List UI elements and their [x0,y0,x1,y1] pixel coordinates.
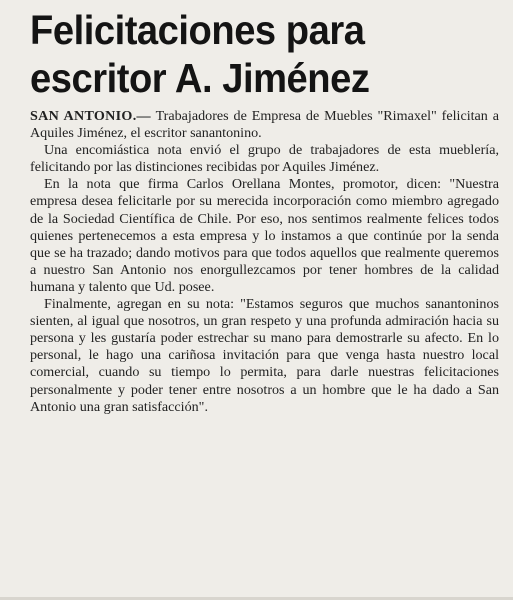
headline-line-1: Felicitaciones para [30,7,365,53]
article-paragraph-3: En la nota que firma Carlos Orellana Montes, promotor, dicen: "Nuestra empresa desea felicitarle por su merecida incorporación como miembro agregado de la Sociedad Científica de Chile. Por eso, nos sentimos realmente felices todos quienes pertenecemos a esta empresa y lo instamos a que continúe por la senda que se ha trazado; dando motivos para que todos aquellos que realmente queremos a nuestro San Antonio nos enorgullezcamos por tener hombres de la calidad humana y talento que Ud. posee. [30,176,499,295]
article-paragraph-4: Finalmente, agregan en su nota: "Estamos seguros que muchos sanantoninos sienten, al igual que nosotros, un gran respeto y una profunda admiración hacia su persona y les gustaría poder estrechar su mano para demostrarle su afecto. En lo personal, le hago una cariñosa invitación para que venga hasta nuestro local comercial, cuando su tiempo lo permita, para darle nuestras felicitaciones personalmente y poder tener entre nosotros a un hombre que le ha dado a San Antonio una gran satisfacción". [30,296,499,415]
article-body [30,108,499,416]
article-paragraph-2: Una encomiástica nota envió el grupo de trabajadores de esta mueblería, felicitando por las distinciones recibidas por Aquiles Jiménez. [30,142,499,176]
headline [30,6,466,102]
article-paragraph-1 [30,108,499,142]
article-paragraph-1-text: Trabajadores de Empresa de Muebles "Rimaxel" felicitan a Aquiles Jiménez, el escritor sanantonino. [30,108,499,142]
dateline: SAN ANTONIO.— [30,108,151,124]
headline-line-2: escritor A. Jiménez [30,55,370,101]
